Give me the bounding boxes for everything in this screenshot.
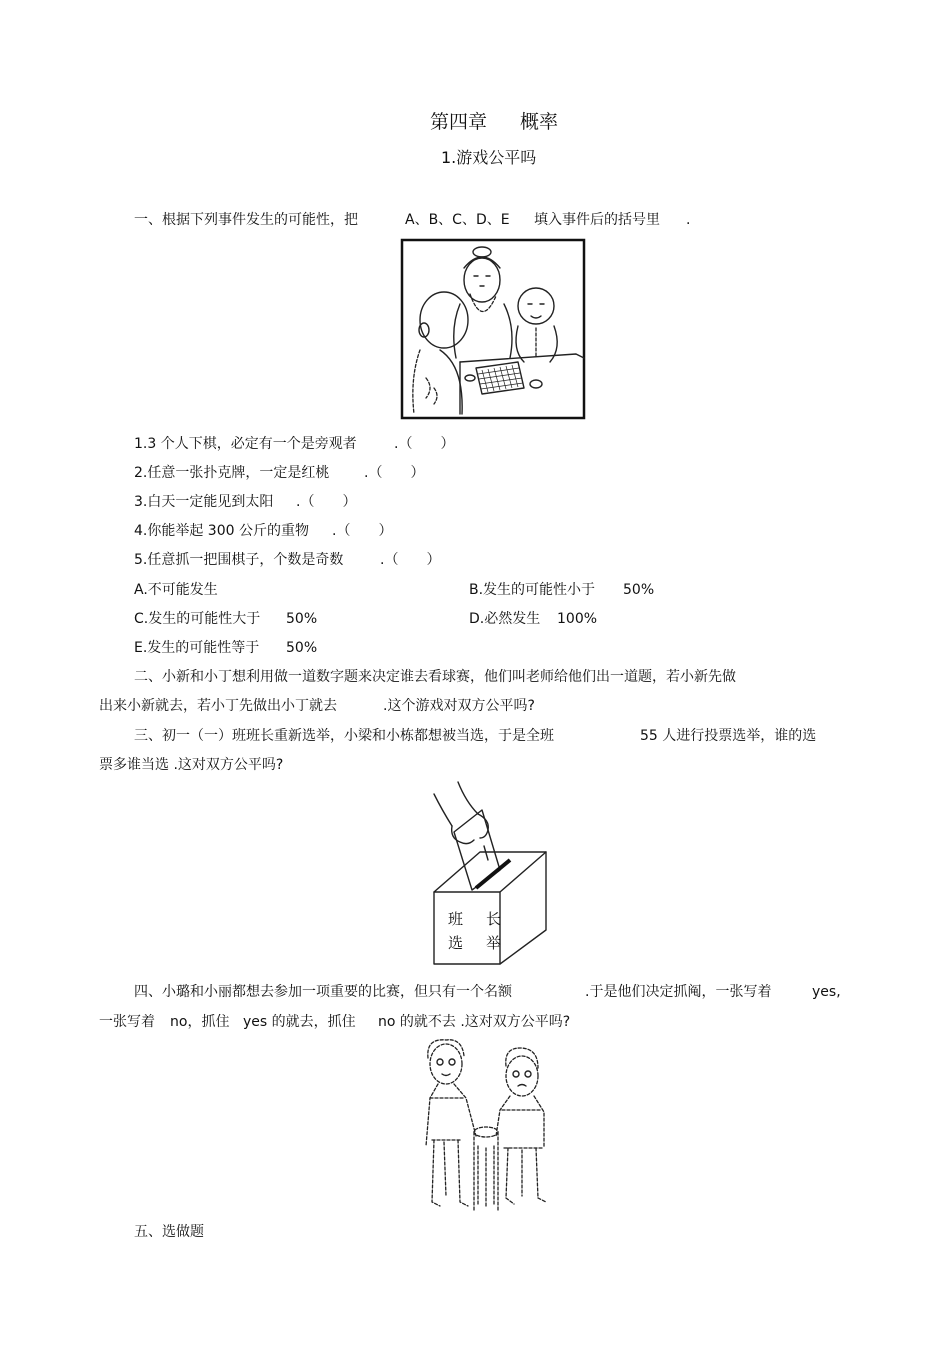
section3-line2: 票多谁当选 .这对双方公平吗? xyxy=(99,757,284,773)
option-e-value: 50% xyxy=(286,640,318,656)
section5-label: 五、选做题 xyxy=(134,1224,204,1240)
ballot-char-2: 长 xyxy=(486,910,502,928)
section4-line1b: .于是他们决定抓阄，一张写着 xyxy=(585,984,772,1000)
event-5-blank: .（ ） xyxy=(380,552,441,568)
section2-line2b: .这个游戏对双方公平吗? xyxy=(383,698,535,714)
event-3-text: 3.白天一定能见到太阳 xyxy=(134,494,274,510)
event-4-blank: .（ ） xyxy=(332,523,393,539)
option-a: A.不可能发生 xyxy=(134,582,218,598)
section1-letters: A、B、C、D、E xyxy=(405,212,510,228)
chess-players-illustration xyxy=(400,238,586,420)
section1-prefix: 一、根据下列事件发生的可能性，把 xyxy=(134,212,358,228)
event-2-blank: .（ ） xyxy=(364,465,425,481)
chapter-topic: 概率 xyxy=(520,111,559,133)
ballot-char-4: 举 xyxy=(486,934,502,952)
event-1-text: 1.3 个人下棋，必定有一个是旁观者 xyxy=(134,436,357,452)
option-d-value: 100% xyxy=(557,611,598,627)
section2-line2a: 出来小新就去，若小丁先做出小丁就去 xyxy=(99,698,337,714)
event-1-blank: .（ ） xyxy=(394,436,455,452)
section4-line1c: yes, xyxy=(812,984,841,1000)
ballot-char-3: 选 xyxy=(448,934,464,952)
drawing-lots-illustration xyxy=(418,1036,564,1216)
event-5-text: 5.任意抓一把围棋子，个数是奇数 xyxy=(134,552,344,568)
section4-line2a: 一张写着 xyxy=(99,1014,155,1030)
section4-line2c: yes 的就去，抓住 xyxy=(243,1014,356,1030)
section3-line1a: 三、初一（一）班班长重新选举，小梁和小栋都想被当选，于是全班 xyxy=(134,728,554,744)
section2-line1: 二、小新和小丁想利用做一道数字题来决定谁去看球赛，他们叫老师给他们出一道题，若小新先做 xyxy=(134,669,736,685)
event-3-blank: .（ ） xyxy=(296,494,357,510)
event-2-text: 2.任意一张扑克牌，一定是红桃 xyxy=(134,465,330,481)
option-c-value: 50% xyxy=(286,611,318,627)
section4-line2d: no 的就不去 .这对双方公平吗? xyxy=(378,1014,571,1030)
option-b-value: 50% xyxy=(623,582,655,598)
ballot-char-1: 班 xyxy=(448,910,464,928)
event-4-text: 4.你能举起 300 公斤的重物 xyxy=(134,523,309,539)
section3-line1b: 55 人进行投票选举，谁的选 xyxy=(640,728,817,744)
option-c-text: C.发生的可能性大于 xyxy=(134,611,261,627)
section4-line1a: 四、小璐和小丽都想去参加一项重要的比赛，但只有一个名额 xyxy=(134,984,512,1000)
section4-line2b: no，抓住 xyxy=(170,1014,230,1030)
lesson-title: 1.游戏公平吗 xyxy=(441,148,537,167)
section1-end: . xyxy=(686,212,691,228)
option-e-text: E.发生的可能性等于 xyxy=(134,640,260,656)
option-d-text: D.必然发生 xyxy=(469,611,541,627)
chapter-title: 第四章 xyxy=(430,111,488,133)
option-b-text: B.发生的可能性小于 xyxy=(469,582,596,598)
section1-suffix: 填入事件后的括号里 xyxy=(534,212,660,228)
